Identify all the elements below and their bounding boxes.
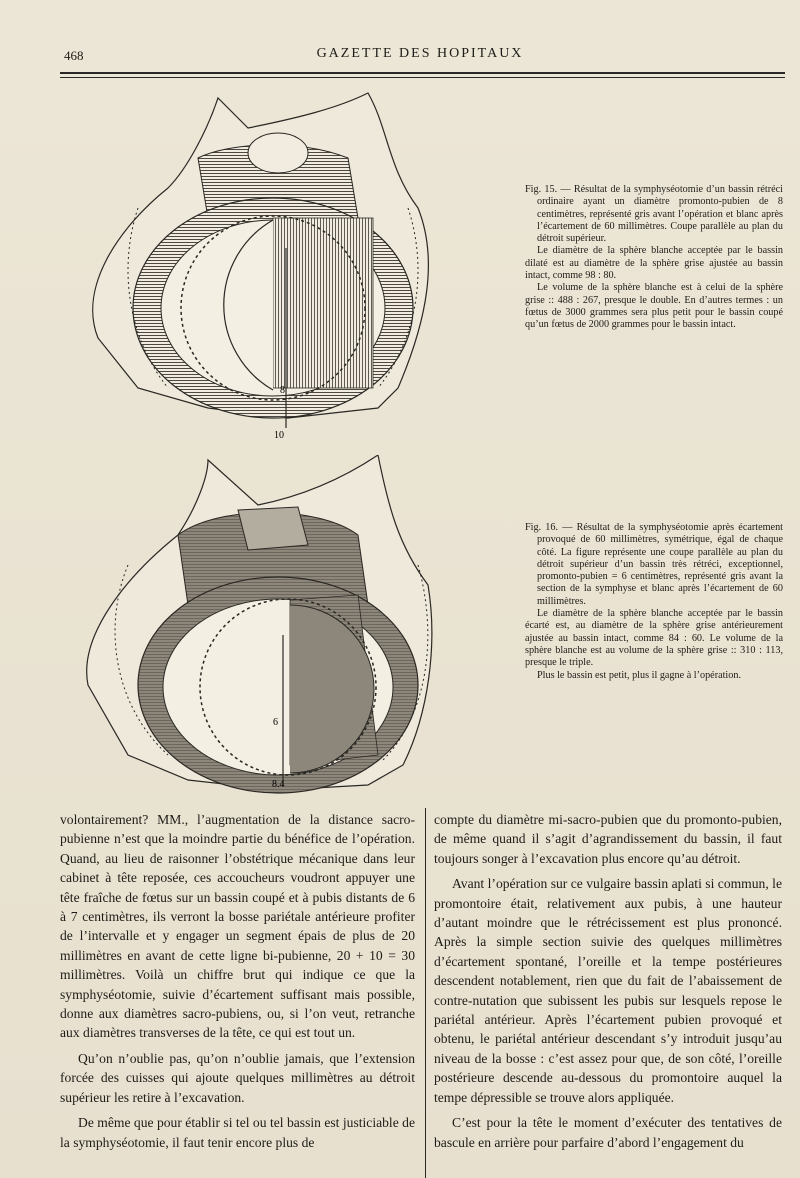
left-paragraph-1: volontairement? MM., l’augmentation de la distance sacro-pubienne n’est que la moindre partie du bénéfice de l’opération. Quand, au lieu de raisonner l’obstétrique mécanique dans leur cabinet à tête reposée, ces accoucheurs voudront appuyer une tête fraîche de fœtus sur un bassin coupé et à pubis distants de 6 à 7 centimètres, ils verront la bosse pariétale antérieure profiter de l’intervalle et y engager un segment épais de plus de 20 millimètres en avant de cette ligne bi-pubienne, 20 + 10 = 30 millimètres. Voilà un chiffre brut qui indique ce que la symphyséotomie, suivie d’écartement suffisant mais possible, donne aux diamètres sacro-pubiens, ou, si l’on veut, retranche aux diamètres transverses de la tête, ce qui est tout un.: [60, 812, 415, 1041]
fig16-caption-title: Fig. 16. — Résultat de la symphyséotomie après écartement provoqué de 60 millimètres, symétrique, égal de chaque côté. La figure représente une coupe parallèle au plan du détroit supérieur d’un bassin très rétréci, exceptionnel, promonto-pubien = 6 centimètres, représenté gris avant la section de la symphyse et blanc après l’écartement de 60 millimètres.: [525, 522, 783, 607]
fig16-label-a: 6: [273, 717, 278, 728]
running-title: GAZETTE DES HOPITAUX: [316, 46, 524, 61]
right-paragraph-2: Avant l’opération sur ce vulgaire bassin aplati si commun, le promontoire était, relativement aux pubis, à une hauteur d’autant moindre que le rétrécissement est plus prononcé. Après la simple section suivie des quelques millimètres d’écartement spontané, l’oreille et la tempe postérieures descendent notablement, rien que du fait de l’abaissement de contre-nutation que subissent les pubis sur lesquels repose le pariétal antérieur. Après l’écartement pubien provoqué et obtenu, le pariétal antérieur descendant s’y introduit jusqu’au niveau de la bosse : c’est assez pour que, de son côté, l’oreille postérieure descende au-dessous du promontoire auquel la tempe dépressible se trouve alors appliquée.: [434, 876, 782, 1105]
left-paragraph-2: Qu’on n’oublie pas, qu’on n’oublie jamais, que l’extension forcée des cuisses qui ajoute quelques millimètres au détroit supérieur les retire à l’excavation.: [60, 1050, 415, 1105]
fig15-label-b: 10: [274, 430, 284, 441]
fig15-caption-p3: Le volume de la sphère blanche est à celui de la sphère grise :: 488 : 267, presque le double. En d’autres termes : un fœtus de 3000 grammes sera plus petit pour le bassin coupé qu’un fœtus de 2000 grammes pour le bassin intact.: [525, 282, 783, 331]
fig16-caption-p3: Plus le bassin est petit, plus il gagne à l’opération.: [537, 669, 741, 681]
right-paragraph-1: compte du diamètre mi-sacro-pubien que du promonto-pubien, de même quand il s’agit d’agrandissement du bassin, il faut toujours songer à l’excavation plus encore qu’au détroit.: [434, 812, 782, 866]
fig15-caption-p2: Le diamètre de la sphère blanche acceptée par le bassin dilaté est au diamètre de la sphère grise ajustée au bassin intact, comme 98 : 80.: [525, 245, 783, 282]
fig15-caption-title: Fig. 15. — Résultat de la symphyséotomie d’un bassin rétréci ordinaire ayant un diamètre promonto-pubien de 8 centimètres, représenté gris avant l’opération et blanc après l’écartement de 60 millimètres. Coupe parallèle au plan du détroit supérieur.: [525, 184, 783, 245]
left-paragraph-3: De même que pour établir si tel ou tel bassin est justiciable de la symphyséotomie, il faut tenir encore plus de: [60, 1115, 415, 1150]
figure-15-drawing: [58, 88, 438, 448]
page-header: [60, 44, 780, 64]
page-number: 468: [64, 48, 84, 63]
header-rule: [60, 72, 785, 74]
figure-15-caption: [525, 184, 783, 332]
right-paragraph-3: C’est pour la tête le moment d’exécuter des tentatives de bascule en arrière pour parfaire d’abord l’engagement du: [434, 1115, 782, 1150]
figure-16-pelvis-illustration: [58, 455, 438, 815]
figure-16-caption: [525, 522, 783, 682]
column-divider: [425, 808, 426, 1178]
figure-15-pelvis-illustration: [58, 88, 438, 448]
fig15-label-a: 8: [280, 385, 285, 396]
figure-16-drawing: [58, 455, 438, 815]
fig16-label-b: 8.4: [272, 779, 285, 790]
header-rule-thin: [60, 77, 785, 78]
text-column-left: [60, 810, 415, 1158]
fig16-caption-p2: Le diamètre de la sphère blanche acceptée par le bassin écarté est, au diamètre de la sphère grise antérieurement ajustée au bassin intact, comme 84 : 60. Le volume de la sphère blanche est au volume de la sphère grise :: 310 : 113, presque le triple.: [525, 608, 783, 669]
text-column-right: [434, 810, 782, 1158]
